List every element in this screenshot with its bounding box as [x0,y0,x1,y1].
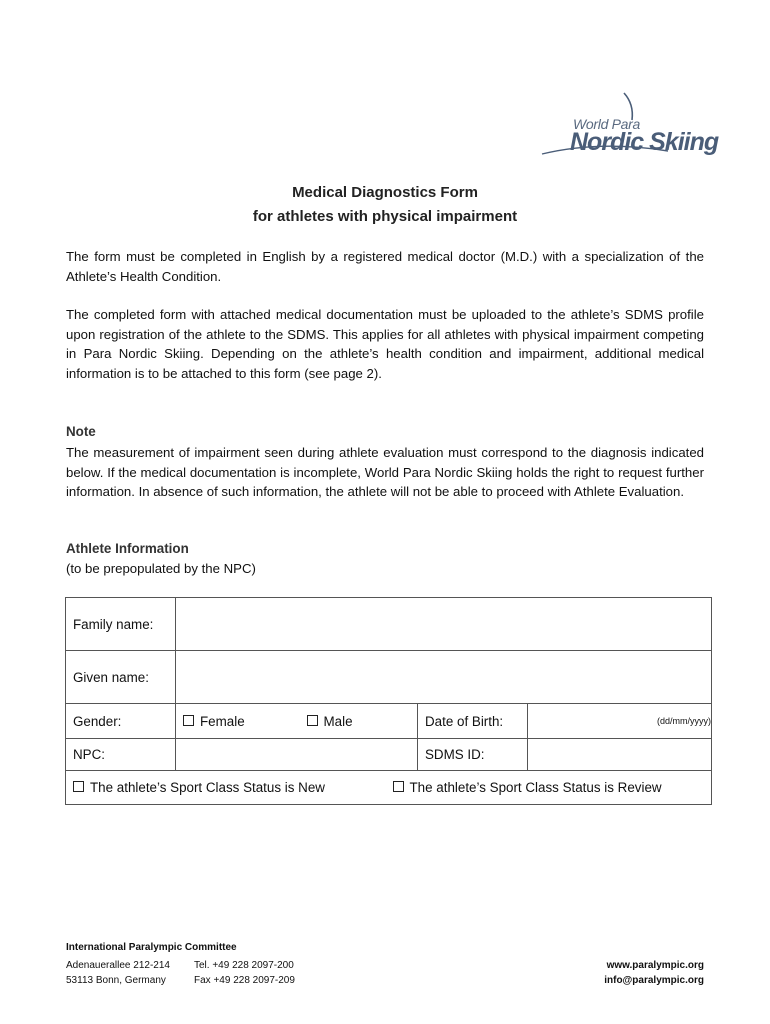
given-name-field[interactable] [176,651,712,704]
footer-org: International Paralympic Committee [66,942,237,953]
athlete-info-subheading: (to be prepopulated by the NPC) [66,561,256,576]
note-paragraph: The measurement of impairment seen during athlete evaluation must correspond to the diagnosis indicated below. If the medical documentation is incomplete, World Para Nordic Skiing holds the right to request further information. In absence of such information, the athlete will not be able to proceed with Athlete Evaluation. [66,445,704,499]
world-para-nordic-skiing-logo [540,88,720,160]
status-new-label: The athlete’s Sport Class Status is New [90,780,325,795]
footer-email-link[interactable]: info@paralympic.org [604,975,704,986]
female-label: Female [200,713,245,729]
status-new-option[interactable] [66,771,418,805]
form-subtitle: for athletes with physical impairment [252,208,518,225]
athlete-info-table [65,597,712,805]
dob-label: Date of Birth: [418,704,528,739]
gender-female-option[interactable] [176,704,300,739]
given-name-label: Given name: [66,651,176,704]
footer-fax: Fax +49 228 2097-209 [194,975,295,986]
footer-address-line-1: Adenauerallee 212-214 [66,960,170,971]
gender-male-option[interactable] [300,704,418,739]
status-review-option[interactable] [409,771,712,805]
footer-contact [194,958,295,988]
female-checkbox-icon[interactable] [183,715,194,726]
status-review-checkbox-icon[interactable] [393,781,404,792]
status-review-label: The athlete’s Sport Class Status is Review [409,780,662,795]
dob-format-hint: (dd/mm/yyyy) [657,716,711,726]
footer-address-line-2: 53113 Bonn, Germany [66,975,166,986]
sdms-id-field[interactable] [528,739,712,771]
athlete-info-heading: Athlete Information [66,541,189,556]
npc-label: NPC: [66,739,176,771]
status-new-checkbox-icon[interactable] [73,781,84,792]
family-name-label: Family name: [66,598,176,651]
footer-address [66,958,170,988]
footer-web [604,958,704,988]
sdms-id-label: SDMS ID: [418,739,528,771]
male-label: Male [323,713,353,729]
family-name-field[interactable] [176,598,712,651]
footer-website-link[interactable]: www.paralympic.org [606,960,704,971]
intro-paragraph: The form must be completed in English by a registered medical doctor (M.D.) with a specialization of the Athlete’s Health Condition. [66,249,704,284]
logo-line-1: World Para [573,116,641,132]
logo-line-2: Nordic Skiing [570,128,719,156]
footer-tel: Tel. +49 228 2097-200 [194,960,294,971]
male-checkbox-icon[interactable] [307,715,318,726]
note-heading: Note [66,424,96,439]
upload-paragraph: The completed form with attached medical documentation must be uploaded to the athlete’s SDMS profile upon registration of the athlete to the SDMS. This applies for all athletes with physical impairment competing in Para Nordic Skiing. Depending on the athlete’s health condition and impairment, additional medical information is to be attached to this form (see page 2). [66,307,704,381]
gender-label: Gender: [66,704,176,739]
form-title: Medical Diagnostics Form [292,184,478,201]
npc-field[interactable] [176,739,418,771]
dob-field[interactable] [528,704,712,739]
